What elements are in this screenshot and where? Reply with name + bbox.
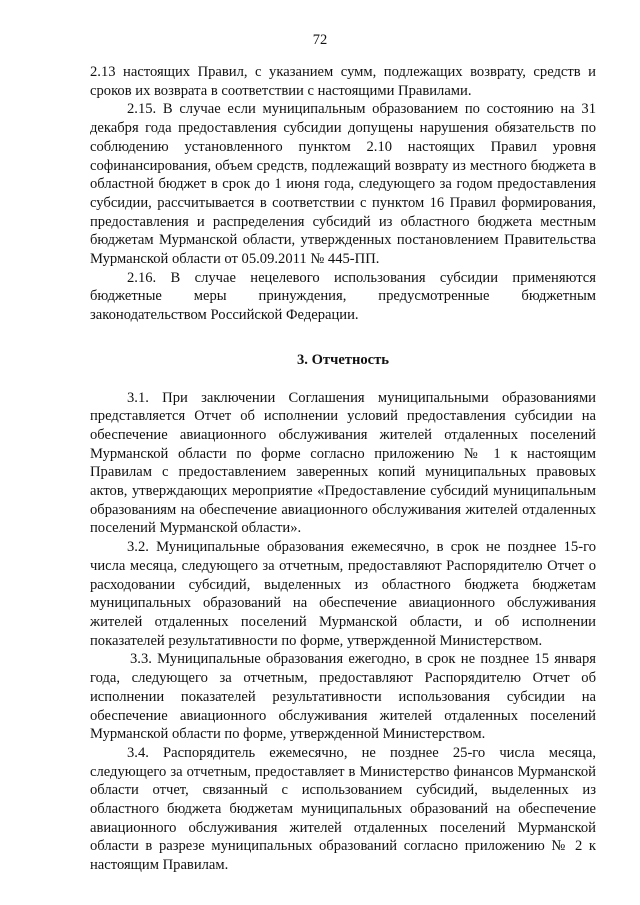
paragraph-3-4: 3.4. Распорядитель ежемесячно, не позднее 25-го числа месяца, следующего за отчетным, предоставляет в Министерство финансов Мурманской области отчет, связанный с использованием субсидий, выделенных из областного бюджета бюджетам муниципальных образований на обеспечение авиационного обслуживания жителей отдаленных поселений Мурманской области в разрезе муниципальных образований согласно приложению № 2 к настоящим Правилам. [90,744,596,874]
section-heading: 3. Отчетность [296,351,390,368]
paragraph-3-3: 3.3. Муниципальные образования ежегодно, в срок не позднее 15 января года, следующего за отчетным, предоставляют Распорядителю Отчет об исполнении показателей результативности использования субсидии на обеспечение авиационного обслуживания жителей отдаленных поселений Мурманской области по форме, утвержденной Министерством. [90,651,596,743]
spacer [90,370,596,389]
spacer [90,325,596,351]
document-body [90,63,596,875]
page-number: 72 [312,32,328,48]
paragraph-3-1: 3.1. При заключении Соглашения муниципальными образованиями представляется Отчет об исполнении условий предоставления субсидии на обеспечение авиационного обслуживания жителей отдаленных поселений Мурманской области по форме согласно приложению № 1 к настоящим Правилам с предоставлением заверенных копий муниципальных правовых актов, утверждающих мероприятие «Предоставление субсидий муниципальным образованиям на обеспечение авиационного обслуживания жителей отдаленных поселений Мурманской области». [90,389,596,537]
paragraph-3-2: 3.2. Муниципальные образования ежемесячно, в срок не позднее 15-го числа месяца, следующего за отчетным, предоставляют Распорядителю Отчет о расходовании субсидий, выделенных из областного бюджета бюджетам муниципальных образований на обеспечение авиационного обслуживания жителей отдаленных поселений Мурманской области, и об исполнении показателей результативности по форме, утвержденной Министерством. [90,539,596,649]
paragraph-2-16: 2.16. В случае нецелевого использования субсидии применяются бюджетные меры принуждения, предусмотренные бюджетным законодательством Российской Федерации. [90,269,596,324]
paragraph-2-15: 2.15. В случае если муниципальным образованием по состоянию на 31 декабря года предоставления субсидии допущены нарушения обязательств по соблюдению установленного пунктом 2.10 настоящих Правил уровня софинансирования, объем средств, подлежащий возврату из местного бюджета в областной бюджет в срок до 1 июня года, следующего за годом предоставления субсидии, рассчитывается в соответствии с пунктом 16 Правил формирования, предоставления и распределения субсидий из областного бюджета местным бюджетам Мурманской области, утвержденных постановлением Правительства Мурманской области от 05.09.2011 № 445-ПП. [90,101,596,268]
paragraph-2-13-continuation: 2.13 настоящих Правил, с указанием сумм, подлежащих возврату, средств и сроков их возврата в соответствии с настоящими Правилами. [90,64,596,99]
